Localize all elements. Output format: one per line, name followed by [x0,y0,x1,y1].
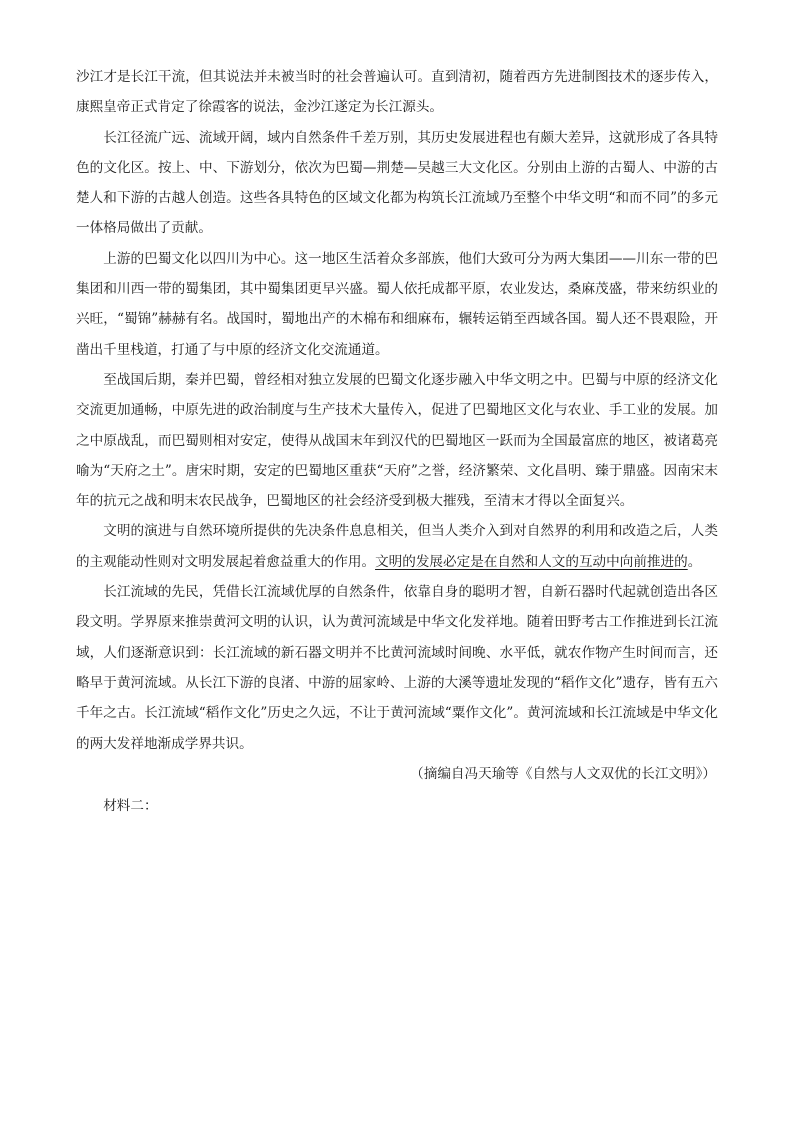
paragraph-1: 沙江才是长江干流，但其说法并未被当时的社会普遍认可。直到清初，随着西方先进制图技术的逐步传入，康熙皇帝正式肯定了徐霞客的说法，金沙江遂定为长江源头。 [76,69,718,116]
material-two-label: 材料二： [103,798,158,815]
paragraph-3: 上游的巴蜀文化以四川为中心。这一地区生活着众多部族，他们大致可分为两大集团——川东一带的巴集团和川西一带的蜀集团，其中蜀集团更早兴盛。蜀人依托成都平原，农业发达，桑麻茂盛，带来纺织业的兴旺，“蜀锦”赫赫有名。战国时，蜀地出产的木棉布和细麻布，辗转运销至西域各国。蜀人还不畏艰险，开凿出千里栈道，打通了与中原的经济文化交流通道。 [76,250,718,358]
paragraph-5-text: 文明的演进与自然环境所提供的先决条件息息相关，但当人类介入到对自然界的利用和改造之后，人类的主观能动性则对文明发展起着愈益重大的作用。 [76,523,718,570]
article-body [76,62,718,821]
underlined-sentence: 文明的发展必定是在自然和人文的互动中向前推进的 [375,553,688,570]
paragraph-5-end: 。 [687,553,702,570]
paragraph-5 [76,516,718,577]
source-citation: （摘编自冯天瑜等《自然与人文双优的长江文明》） [410,765,716,782]
paragraph-6: 长江流域的先民，凭借长江流域优厚的自然条件，依靠自身的聪明才智，自新石器时代起就创造出各区段文明。学界原来推崇黄河文明的认识，认为黄河流域是中华文化发祥地。随着田野考古工作推进到长江流域，人们逐渐意识到：长江流域的新石器文明并不比黄河流域时间晚、水平低，就农作物产生时间而言，还略早于黄河流域。从长江下游的良渚、中游的屈家岭、上游的大溪等遗址发现的“稻作文化”遗存，皆有五六千年之古。长江流域“稻作文化”历史之久远，不让于黄河流域“粟作文化”。黄河流域和长江流域是中华文化的两大发祥地渐成学界共识。 [76,584,718,752]
paragraph-2: 长江径流广远、流域开阔，域内自然条件千差万别，其历史发展进程也有颇大差异，这就形成了各具特色的文化区。按上、中、下游划分，依次为巴蜀—荆楚—吴越三大文化区。分别由上游的古蜀人、中游的古楚人和下游的古越人创造。这些各具特色的区域文化都为构筑长江流域乃至整个中华文明“和而不同”的多元一体格局做出了贡献。 [76,129,718,237]
paragraph-4: 至战国后期，秦并巴蜀，曾经相对独立发展的巴蜀文化逐步融入中华文明之中。巴蜀与中原的经济文化交流更加通畅，中原先进的政治制度与生产技术大量传入，促进了巴蜀地区文化与农业、手工业的发展。加之中原战乱，而巴蜀则相对安定，使得从战国末年到汉代的巴蜀地区一跃而为全国最富庶的地区，被诸葛亮喻为“天府之土”。唐宋时期，安定的巴蜀地区重获“天府”之誉，经济繁荣、文化昌明、臻于鼎盛。因南宋末年的抗元之战和明末农民战争，巴蜀地区的社会经济受到极大摧残，至清末才得以全面复兴。 [76,371,718,510]
